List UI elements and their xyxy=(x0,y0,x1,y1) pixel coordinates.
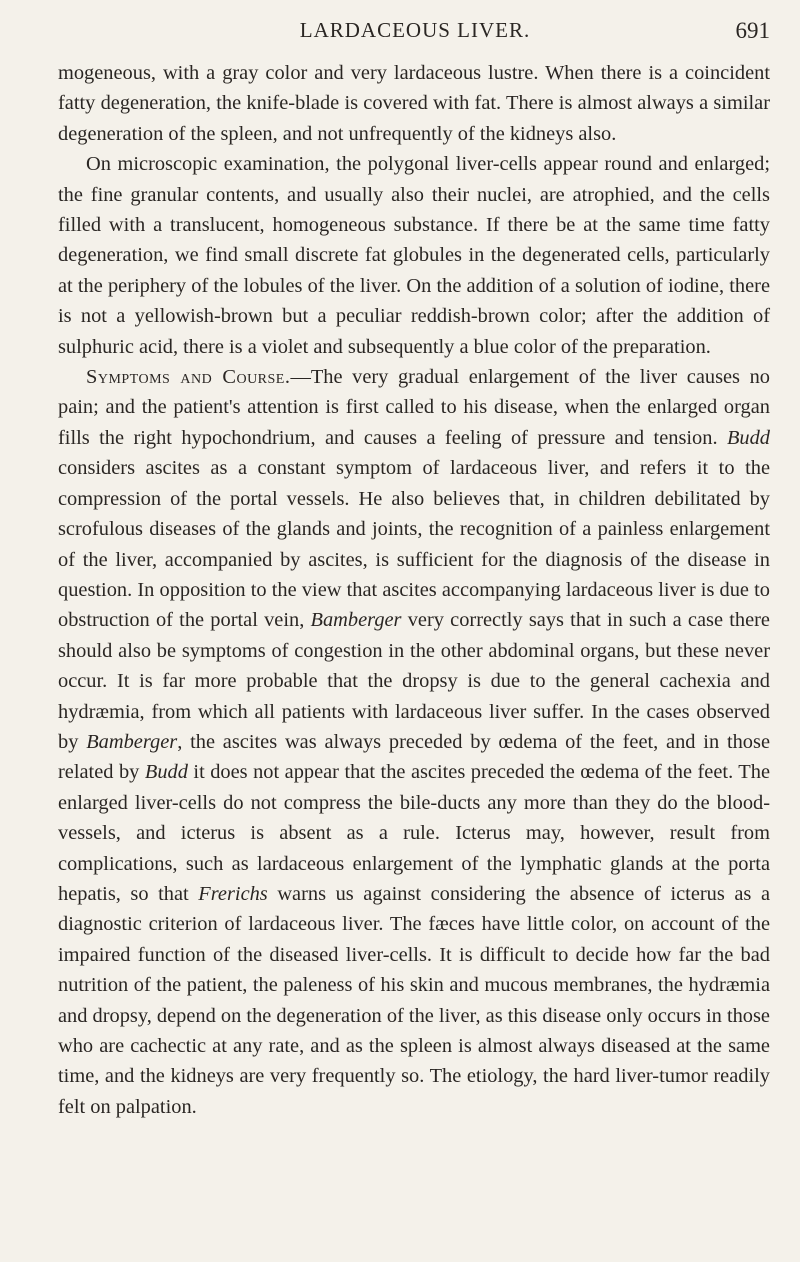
chapter-title: LARDACEOUS LIVER. xyxy=(299,18,531,42)
author-name: Bamberger xyxy=(86,730,178,753)
paragraph-continuation: mogeneous, with a gray color and very lardaceous lustre. When there is a coincident fatty degeneration, the knife-blade is covered with fat. There is almost always a similar degeneration of the spleen, and not unfrequently of the kidneys also. xyxy=(58,62,770,145)
author-name: Bamberger xyxy=(310,609,402,632)
paragraph-microscopic: On microscopic examination, the polygonal liver-cells appear round and enlarged; the fine granular contents, and usually also their nuclei, are atrophied, and the cells filled with a translucent, homogeneous substance. If there be at the same time fatty degeneration, we find small discrete fat globules in the degenerated cells, particularly at the periphery of the lobules of the liver. On the addition of a solution of iodine, there is not a yellowish-brown but a peculiar reddish-brown color; after the addition of sulphuric acid, there is a violet and subsequently a blue color of the preparation. xyxy=(58,153,770,358)
text-run: —The very gradual enlargement of the liver causes no pain; and the patient's attention is first called to his disease, when the enlarged organ fills the right hypochondrium, and causes a feeling of pressure and tension. xyxy=(58,366,770,449)
section-heading: Symptoms and Course. xyxy=(86,366,291,389)
author-name: Budd xyxy=(726,426,770,449)
running-head xyxy=(60,18,770,48)
body-text xyxy=(58,58,770,1122)
text-run: considers ascites as a constant symptom of lardaceous liver, and refers it to the compression of the portal vessels. He also believes that, in children debilitated by scrofulous diseases of the glands and joints, the recognition of a painless enlargement of the liver, accompanied by ascites, is sufficient for the diagnosis of the disease in question. In opposition to the view that ascites accompanying lardaceous liver is due to obstruction of the portal vein, xyxy=(58,457,770,632)
page-number: 691 xyxy=(735,18,770,43)
author-name: Frerichs xyxy=(198,882,268,905)
text-run: very correctly says that in such a case there should also be symptoms of congestion in the other abdominal organs, but these never occur. It is far more probable that the dropsy is due to the general cachexia and hydræmia, from which all patients with lardaceous liver suffer. In the cases observed by xyxy=(58,609,770,753)
text-run: warns us against considering the absence of icterus as a diagnostic criterion of lardaceous liver. The fæces have little color, on account of the impaired function of the diseased liver-cells. It is difficult to decide how far the bad nutrition of the patient, the paleness of his skin and mucous membranes, the hydræmia and dropsy, depend on the degeneration of the liver, as this disease only occurs in those who are cachectic at any rate, and as the spleen is almost always diseased at the same time, and the kidneys are very frequently so. The etiology, the hard liver-tumor readily felt on palpation. xyxy=(58,882,770,1118)
author-name: Budd xyxy=(144,761,188,784)
text-run: , the ascites was always preceded by œdema of the feet, and in those related by xyxy=(58,730,770,784)
paragraph-symptoms xyxy=(58,362,770,1122)
text-run: it does not appear that the ascites preceded the œdema of the feet. The enlarged liver-cells do not compress the bile-ducts any more than they do the blood-vessels, and icterus is absent as a rule. Icterus may, however, result from complications, such as lardaceous enlargement of the lymphatic glands at the porta hepatis, so that xyxy=(58,761,770,905)
